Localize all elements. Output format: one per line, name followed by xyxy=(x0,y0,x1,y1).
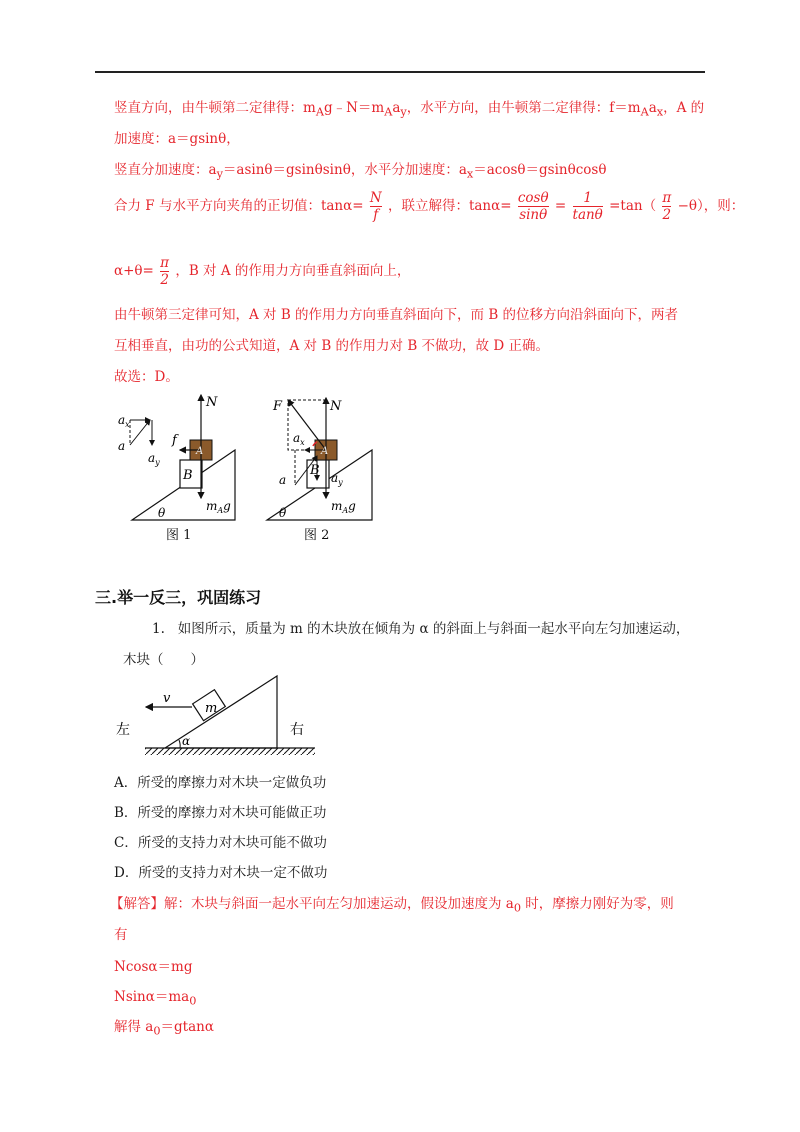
label-b-2: B xyxy=(310,463,320,478)
solution-line-4: 合力 F 与水平方向夹角的正切值：tanα= $\frac{N}{f}$ ，联立解得：tanα= $\frac{\cos\theta}{\sin\theta}$ = $\frac{1}{\tan\theta}$ =tan（ $\frac{\pi}{2}$ −θ），则： xyxy=(114,190,745,223)
force-diagram-1 xyxy=(110,390,240,525)
figure-1-caption: 图 1 xyxy=(166,528,192,543)
solution-line-8: 故选：D。 xyxy=(114,369,179,385)
answer-eq-2: $Nsin\alpha=ma_0$ xyxy=(114,989,197,1008)
option-b: B．所受的摩擦力对木块可能做正功 xyxy=(114,805,327,821)
label-mag-1: $m_Ag$ xyxy=(206,499,231,515)
solution-line-6: 由牛顿第三定律可知，A 对 B 的作用力方向垂直斜面向下，而 B 的位移方向沿斜面向下，两者 xyxy=(114,307,679,323)
solution-line-5: α+θ= $\frac{\pi}{2}$ ，B 对 A 的作用力方向垂直斜面向上， xyxy=(114,255,411,288)
label-ax-1: $a_x$ xyxy=(118,413,130,429)
label-a-block-1: A xyxy=(196,446,204,457)
label-mag-2: $m_Ag$ xyxy=(331,499,356,515)
label-ax-2: $a_x$ xyxy=(293,431,305,447)
solution-line-2: 加速度：a＝gsinθ， xyxy=(114,131,240,147)
answer-line-2: 有 xyxy=(114,927,128,943)
label-left: 左 xyxy=(116,722,130,738)
label-ay-1: $a_y$ xyxy=(148,451,160,467)
label-alpha: α xyxy=(182,734,191,748)
label-a-1: a xyxy=(118,439,126,453)
fraction-one-over-tan: $\frac{1}{\tan\theta}$ xyxy=(572,190,603,223)
label-m: m xyxy=(205,701,218,716)
label-theta-2: θ xyxy=(279,506,287,520)
answer-line-1: 【解答】解：木块与斜面一起水平向左匀加速运动，假设加速度为 $a_0$ 时，摩擦力刚好为零，则 xyxy=(110,896,674,915)
option-a: A．所受的摩擦力对木块一定做负功 xyxy=(114,775,327,791)
label-ay-2: $a_y$ xyxy=(331,471,343,487)
label-n-1: N xyxy=(206,395,218,410)
fraction-pi-over-2: $\frac{\pi}{2}$ xyxy=(662,190,672,223)
solution-line-7: 互相垂直，由功的公式知道，A 对 B 的作用力对 B 不做功，故 D 正确。 xyxy=(114,338,549,354)
label-right: 右 xyxy=(290,722,304,738)
label-a-block-2: A xyxy=(321,446,329,457)
label-n-2: N xyxy=(330,399,342,414)
force-diagram-2 xyxy=(255,390,380,525)
label-b-1: B xyxy=(183,468,193,483)
label-v: v xyxy=(163,691,171,706)
section-heading: 三.举一反三，巩固练习 xyxy=(95,588,262,607)
option-c: C．所受的支持力对木块可能不做功 xyxy=(114,835,327,851)
fraction-cos-over-sin: $\frac{\cos\theta}{\sin\theta}$ xyxy=(517,190,549,223)
option-d: D．所受的支持力对木块一定不做功 xyxy=(114,865,328,881)
figure-2-caption: 图 2 xyxy=(304,528,330,543)
label-theta-1: θ xyxy=(158,506,166,520)
label-a-2: a xyxy=(279,473,287,487)
fraction-pi-over-2-b: $\frac{\pi}{2}$ xyxy=(160,255,170,288)
header-rule xyxy=(95,71,705,73)
question-line-1: 1. 如图所示，质量为 m 的木块放在倾角为 α 的斜面上与斜面一起水平向左匀加速运动， xyxy=(152,621,690,637)
question-line-2: 木块（ ） xyxy=(123,652,204,668)
answer-eq-1: Ncosα＝mg xyxy=(114,959,193,975)
fraction-n-over-f: $\frac{N}{f}$ xyxy=(369,190,382,223)
solution-line-3: 竖直分加速度：$a_y=asin\theta=gsin\theta\sin\theta$，水平分加速度：$a_x=acos\theta=gsin\theta\cos\theta$ xyxy=(114,162,607,181)
solution-line-1: 竖直方向，由牛顿第二定律得：$m_Ag﹣N=m_Aa_y$，水平方向，由牛顿第二定律得：$f=m_Aa_x$，A 的 xyxy=(114,100,705,119)
answer-eq-3: 解得 $a_0=gtan\alpha$ xyxy=(114,1019,214,1038)
label-f-big-2: F xyxy=(273,399,283,414)
incline-figure-question xyxy=(110,670,320,760)
label-f-1: f xyxy=(172,433,177,448)
